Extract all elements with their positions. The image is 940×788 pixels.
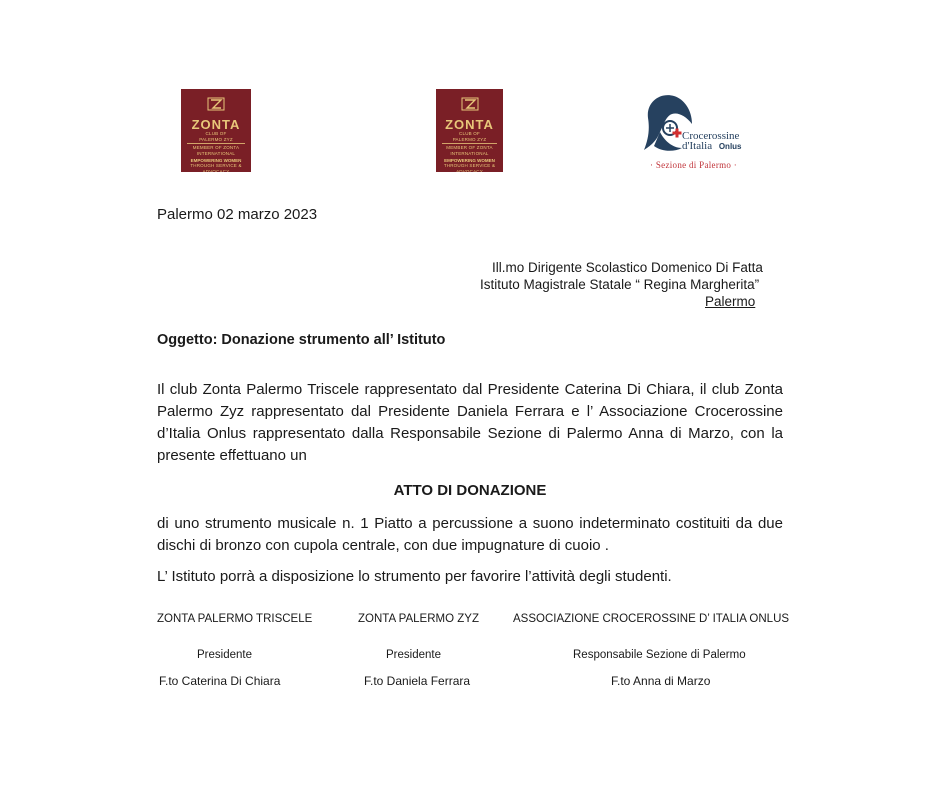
signature-org-2: ZONTA PALERMO ZYZ [358,613,479,625]
cri-line2: d'Italia [682,140,713,152]
letter-subject: Oggetto: Donazione strumento all’ Istituto [157,332,446,348]
zonta-club: CLUB OF [205,131,227,136]
body-description: di uno strumento musicale n. 1 Piatto a percussione a suono indeterminato costituiti da due dischi di bronzo con cupola centrale, con due impugnature di cuoio . [157,515,783,554]
signature-org-1: ZONTA PALERMO TRISCELE [157,613,313,625]
zonta-emblem-icon [207,97,225,111]
signature-org-3: ASSOCIAZIONE CROCEROSSINE D’ ITALIA ONLUS [513,613,790,625]
signature-name-3: F.to Anna di Marzo [611,674,711,688]
zonta-empower: EMPOWERING WOMEN [444,158,495,163]
recipient-line2: Istituto Magistrale Statale “ Regina Margherita” [480,277,760,292]
red-cross-icon [672,128,682,138]
zonta-member: MEMBER OF ZONTA INTERNATIONAL [192,145,240,156]
zonta-empower: EMPOWERING WOMEN [190,158,242,163]
zonta-city: PALERMO ZYZ [452,136,487,142]
zonta-emblem-icon [461,97,479,111]
recipient-line3: Palermo [705,294,756,309]
body-heading: ATTO DI DONAZIONE [393,482,547,499]
signature-name-1: F.to Caterina Di Chiara [159,674,281,688]
cri-logo-text [682,131,742,152]
zonta-logo-right [436,89,503,172]
zonta-tagline: THROUGH SERVICE & ADVOCACY [443,163,496,172]
signature-role-2: Presidente [386,649,441,661]
cri-line1: Crocerossine [682,130,740,142]
cri-line2-row [682,141,742,152]
divider [442,143,497,144]
signature-role-1: Presidente [197,649,252,661]
zonta-tagline: THROUGH SERVICE & ADVOCACY [190,163,242,172]
signature-role-3: Responsabile Sezione di Palermo [573,649,746,661]
letter-date: Palermo 02 marzo 2023 [157,206,318,223]
signature-name-2: F.to Daniela Ferrara [364,674,471,688]
recipient-line1: Ill.mo Dirigente Scolastico Domenico Di Fatta [492,260,763,275]
zonta-club: CLUB OF [459,131,480,136]
body-intro: Il club Zonta Palermo Triscele rappresentato dal Presidente Caterina Di Chiara, il club Zonta Palermo Zyz rappresentato dal Presidente Daniela Ferrara e l’ Associazione Crocerossine d’Italia Onlus rappresentato dalla Responsabile Sezione di Palermo Anna di Marzo, con la presente effettuano un [157,381,783,464]
zonta-city: PALERMO ZYZ [199,136,233,142]
cri-onlus: Onlus [718,142,742,151]
zonta-member: MEMBER OF ZONTA INTERNATIONAL [446,145,493,156]
body-closing: L’ Istituto porrà a disposizione lo strumento per favorire l’attività degli studenti. [157,568,672,585]
cri-section: · Sezione di Palermo · [650,160,738,170]
divider [187,143,245,144]
zonta-logo-left [181,89,251,172]
zonta-name: ZONTA [445,117,494,132]
zonta-name: ZONTA [191,117,241,132]
